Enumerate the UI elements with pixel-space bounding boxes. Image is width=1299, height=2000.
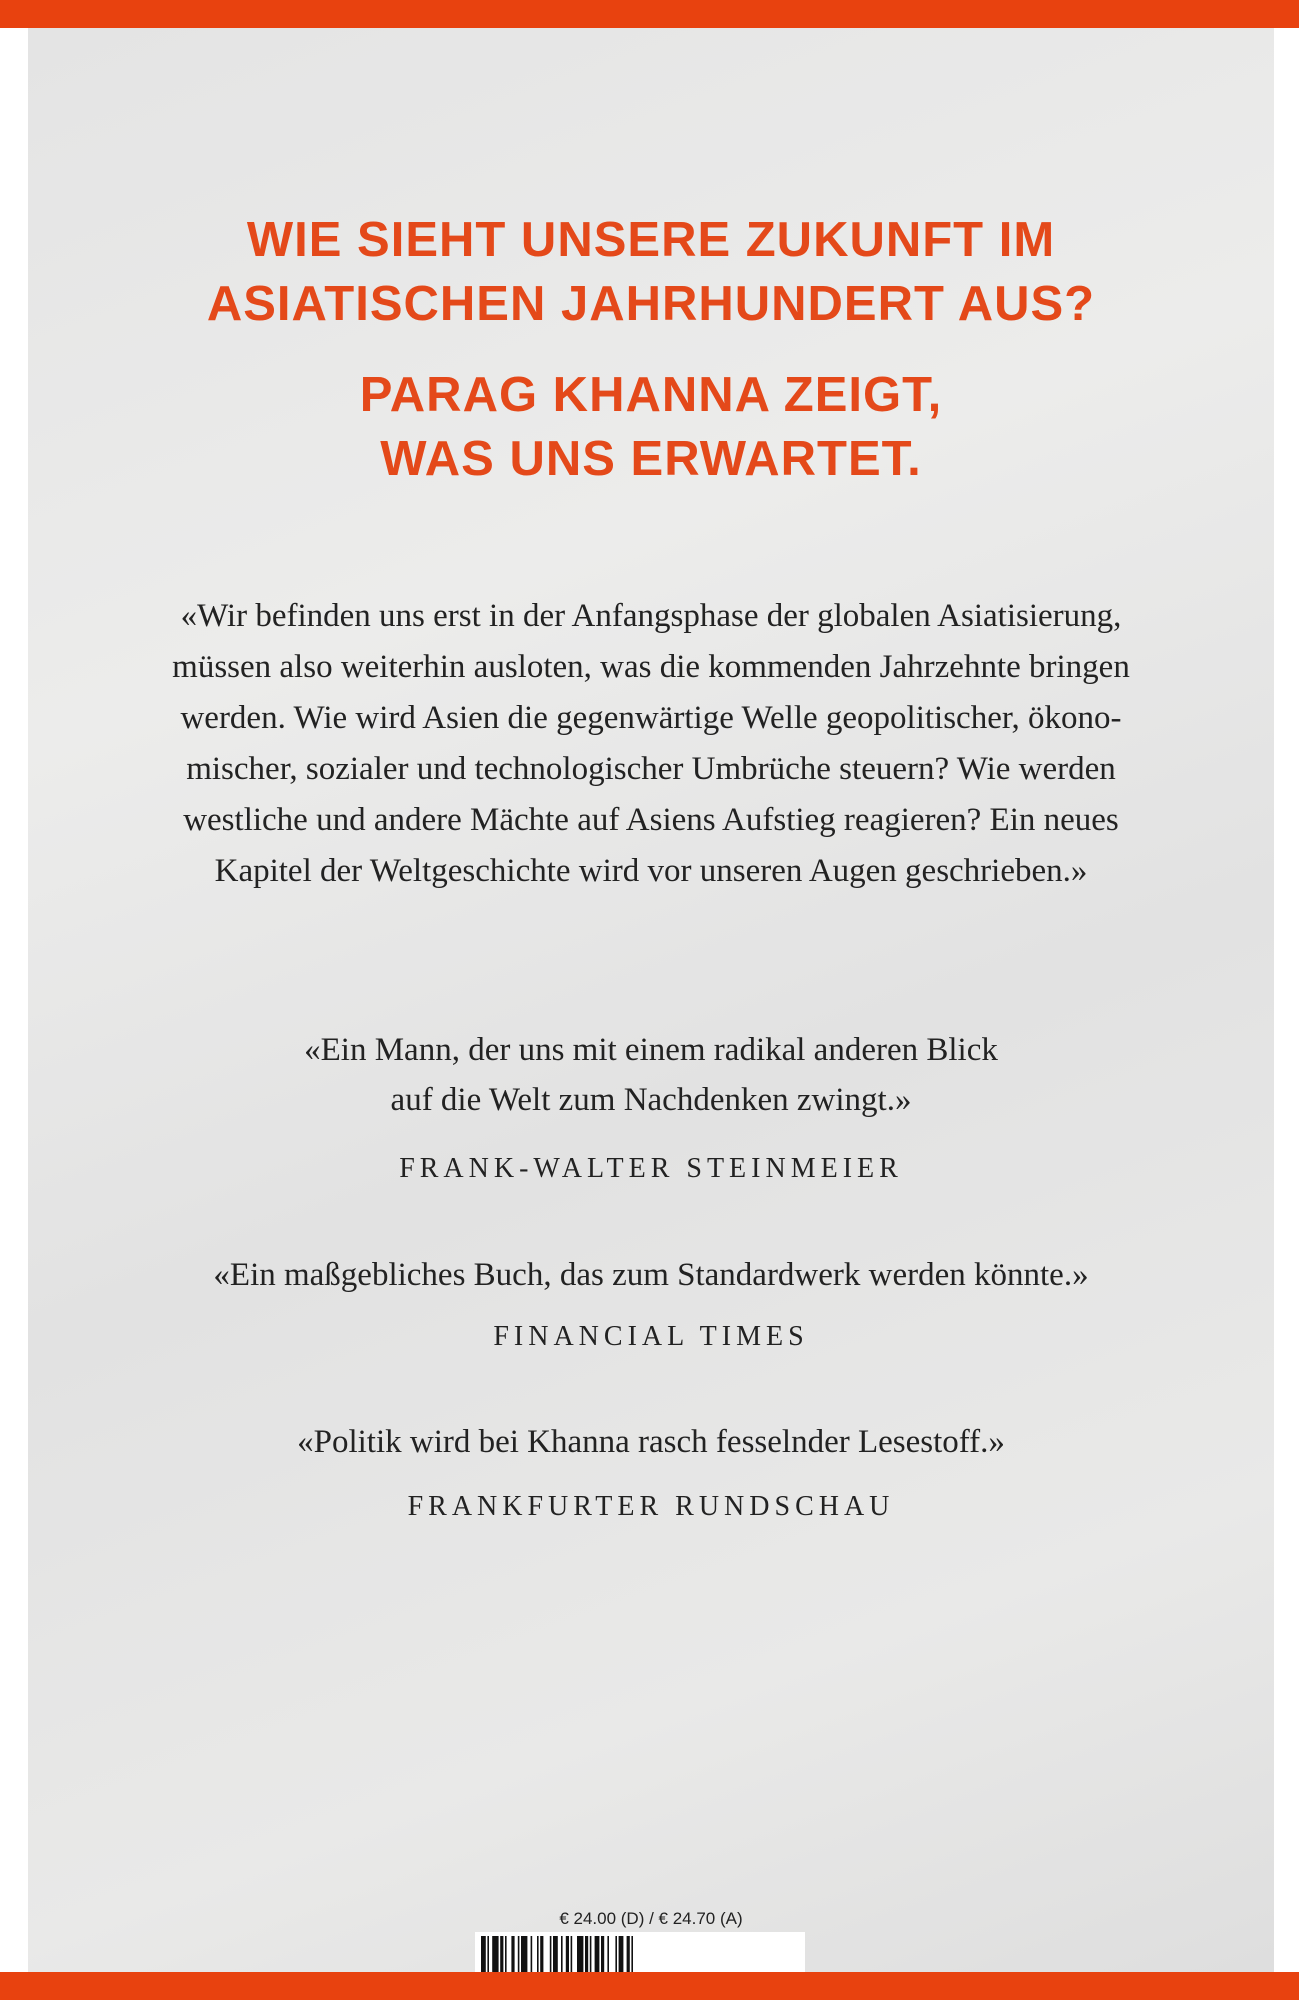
- barcode-bar: [577, 1936, 583, 1972]
- barcode-bar: [566, 1936, 569, 1972]
- barcode-bar: [511, 1936, 514, 1972]
- review-quote-frankfurter-rundschau: [28, 1417, 1274, 1467]
- barcode-bar: [601, 1936, 604, 1972]
- barcode-bar: [550, 1936, 552, 1972]
- review-source-financial-times: FINANCIAL TIMES: [493, 1321, 809, 1352]
- barcode-bar: [561, 1936, 563, 1972]
- headline-answer-line-2: WAS UNS ERWARTET.: [380, 432, 922, 486]
- barcode-bar: [607, 1936, 609, 1972]
- barcode-bar: [521, 1936, 527, 1972]
- intro-quote-line: werden. Wie wird Asien die gegenwärtige Welle geopolitischer, ökono-: [180, 700, 1122, 736]
- bottom-accent-bar: [0, 1972, 1299, 2000]
- barcode-bar: [631, 1936, 633, 1972]
- barcode-bar: [615, 1936, 617, 1972]
- barcode-icon: [475, 1932, 805, 1972]
- intro-quote: [126, 591, 1176, 897]
- intro-quote-line: müssen also weiterhin ausloten, was die kommenden Jahrzehnte bringen: [172, 649, 1130, 685]
- intro-quote-line: «Wir befinden uns erst in der Anfangsphase der globalen Asiatisierung,: [180, 598, 1122, 634]
- barcode-bar: [505, 1936, 507, 1972]
- back-cover-panel: [28, 28, 1274, 1972]
- intro-quote-line: mischer, sozialer und technologischer Umbrüche steuern? Wie werden: [186, 751, 1116, 787]
- headline-answer: [28, 363, 1274, 491]
- barcode-bar: [537, 1936, 539, 1972]
- barcode-bar: [571, 1936, 573, 1972]
- review-quote-line: auf die Welt zum Nachdenken zwingt.»: [390, 1082, 912, 1118]
- barcode-bar: [619, 1936, 624, 1972]
- intro-quote-line: Kapitel der Weltgeschichte wird vor unseren Augen geschrieben.»: [214, 853, 1088, 889]
- review-source-frankfurter-rundschau: FRANKFURTER RUNDSCHAU: [407, 1491, 895, 1522]
- barcode-bar: [481, 1936, 486, 1972]
- review-quote-steinmeier: [28, 1025, 1274, 1125]
- barcode-bar: [487, 1936, 489, 1972]
- barcode-bar: [492, 1936, 498, 1972]
- review-quote-line: «Ein Mann, der uns mit einem radikal anderen Blick: [304, 1032, 998, 1068]
- review-quote-line: «Politik wird bei Khanna rasch fesselnder Lesestoff.»: [297, 1424, 1005, 1460]
- barcode-bar: [553, 1936, 558, 1972]
- barcode-bar: [627, 1936, 630, 1972]
- barcode-bar: [500, 1936, 503, 1972]
- headline-question-line-2: ASIATISCHEN JAHRHUNDERT AUS?: [206, 277, 1096, 331]
- barcode-bar: [518, 1936, 520, 1972]
- barcode-graphic: [475, 1932, 805, 1972]
- barcode-bar: [590, 1936, 592, 1972]
- headline-question-line-1: WIE SIEHT UNSERE ZUKUNFT IM: [246, 213, 1056, 267]
- headline-question: [28, 208, 1274, 336]
- intro-quote-line: westliche und andere Mächte auf Asiens Aufstieg reagieren? Ein neues: [183, 802, 1119, 838]
- barcode-bar: [585, 1936, 588, 1972]
- barcode-bar: [540, 1936, 543, 1972]
- price-label: € 24.00 (D) / € 24.70 (A): [559, 1909, 743, 1928]
- review-quote-financial-times: [28, 1250, 1274, 1300]
- barcode-bar: [595, 1936, 600, 1972]
- headline-answer-line-1: PARAG KHANNA ZEIGT,: [359, 368, 943, 422]
- barcode-bar: [531, 1936, 533, 1972]
- top-accent-bar: [0, 0, 1299, 28]
- review-source-steinmeier: FRANK-WALTER STEINMEIER: [399, 1153, 903, 1184]
- review-quote-line: «Ein maßgebliches Buch, das zum Standardwerk werden könnte.»: [213, 1257, 1089, 1293]
